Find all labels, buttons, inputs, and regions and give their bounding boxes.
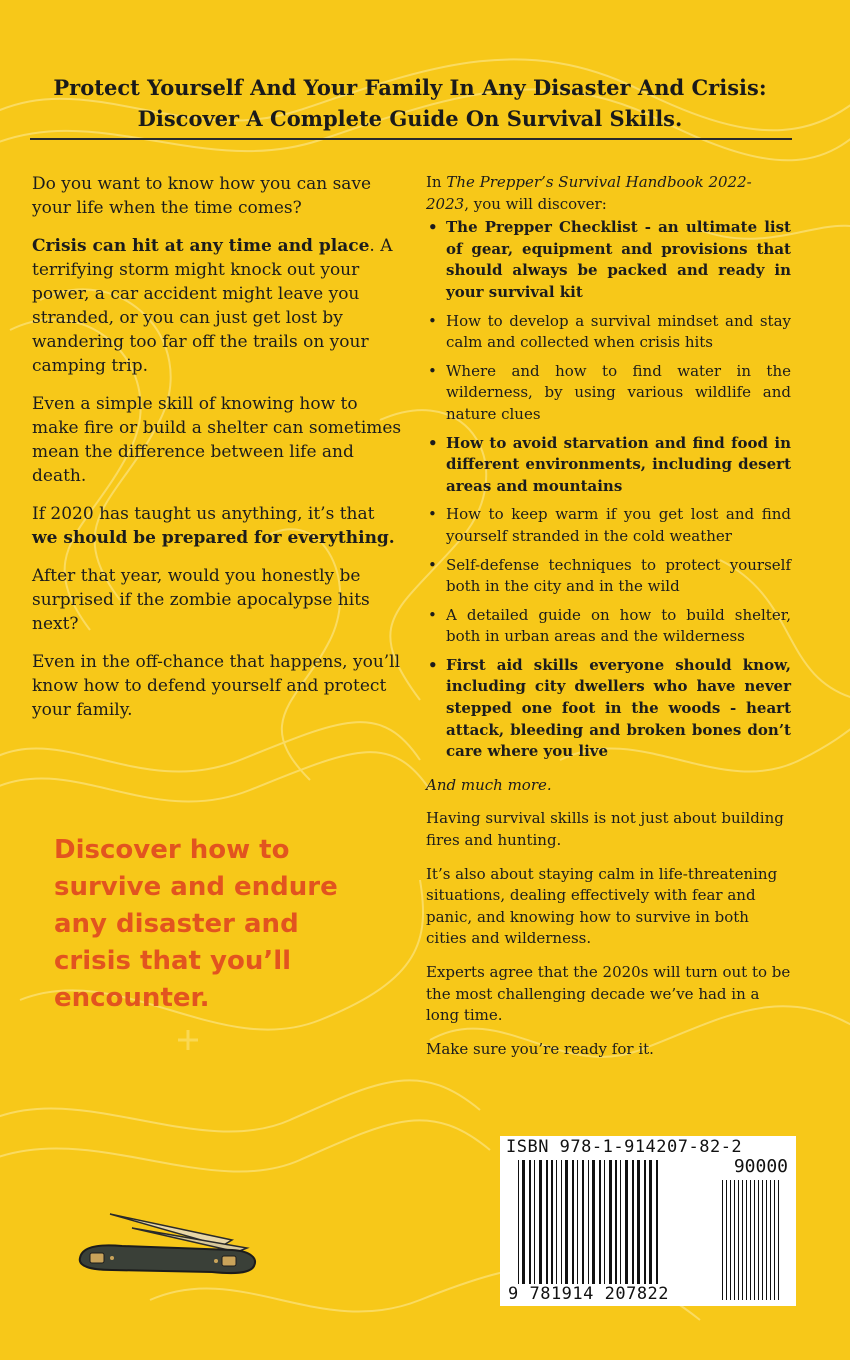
list-item: • Self-defense techniques to protect yourself both in the city and in the wild xyxy=(426,555,791,598)
callout-line-1: Discover how to xyxy=(54,835,290,865)
barcode-bar xyxy=(561,1160,562,1286)
list-item: • A detailed guide on how to build shelter, both in urban areas and the wilderness xyxy=(426,605,791,648)
barcode-bar xyxy=(522,1160,525,1286)
left-paragraph-5: After that year, would you honestly be surprised if the zombie apocalypse hits next? xyxy=(32,566,370,634)
and-much-more-text: And much more. xyxy=(426,775,552,794)
callout-line-4: crisis that you’ll xyxy=(54,946,292,976)
right-paragraph-3: Experts agree that the 2020s will turn out to be the most challenging decade we’ve had in a long time. xyxy=(426,963,791,1025)
isbn-barcode xyxy=(500,1136,796,1306)
and-much-more xyxy=(426,775,791,797)
price-barcode-bar xyxy=(730,1180,731,1300)
price-barcode-bar xyxy=(722,1180,723,1300)
barcode-bar xyxy=(656,1160,658,1286)
barcode-bar xyxy=(599,1160,601,1286)
barcode-digits: 9 781914 207822 xyxy=(508,1284,670,1304)
list-item: • How to keep warm if you get lost and find yourself stranded in the cold weather xyxy=(426,504,791,547)
barcode-bar xyxy=(539,1160,542,1286)
book-title: The Prepper’s Survival Handbook 2022-2023 xyxy=(426,173,752,213)
price-barcode-bar xyxy=(770,1180,771,1300)
left-paragraph-4 xyxy=(32,502,404,550)
isbn-label: ISBN 978-1-914207-82-2 xyxy=(506,1137,743,1157)
barcode-bar xyxy=(620,1160,621,1286)
barcode-bar xyxy=(588,1160,589,1286)
barcode-bar xyxy=(551,1160,553,1286)
left-paragraph-6: Even in the off-chance that happens, you’ll know how to defend yourself and protect your family. xyxy=(32,652,401,720)
right-paragraph-2: It’s also about staying calm in life-threatening situations, dealing effectively with fear and panic, and knowing how to survive in both cities and wilderness. xyxy=(426,864,778,948)
price-barcode-bar xyxy=(726,1180,727,1300)
price-barcode-bar xyxy=(758,1180,759,1300)
right-column xyxy=(426,172,791,1072)
headline xyxy=(30,72,790,134)
barcode-bar xyxy=(534,1160,535,1286)
right-intro-pre: In xyxy=(426,173,447,191)
feature-list xyxy=(426,217,791,763)
right-paragraph-1: Having survival skills is not just about building fires and hunting. xyxy=(426,809,784,850)
left-paragraph-3: Even a simple skill of knowing how to make fire or build a shelter can sometimes mean the difference between life and death. xyxy=(32,394,402,486)
barcode-bar xyxy=(518,1160,519,1286)
left-paragraph-2-text: . A terrifying storm might knock out your power, a car accident might leave you stranded, or you can just get lost by wandering too far off the trails on your camping trip. xyxy=(32,236,393,376)
barcode-bar xyxy=(644,1160,646,1286)
price-barcode-bar xyxy=(746,1180,747,1300)
list-item: • First aid skills everyone should know, including city dwellers who have never stepped one foot in the woods - heart attack, bleeding and broken bones don’t care where you live xyxy=(426,655,791,763)
barcode-bar xyxy=(609,1160,612,1286)
list-item: • Where and how to find water in the wilderness, by using various wildlife and nature clues xyxy=(426,361,791,426)
price-barcode-bar xyxy=(754,1180,755,1300)
barcode-bar xyxy=(529,1160,531,1286)
list-item: • The Prepper Checklist - an ultimate list of gear, equipment and provisions that should always be packed and ready in your survival kit xyxy=(426,217,791,303)
price-code: 90000 xyxy=(733,1156,788,1177)
left-paragraph-2-bold: Crisis can hit at any time and place xyxy=(32,236,370,256)
price-barcode-bar xyxy=(766,1180,767,1300)
right-paragraph-4: Make sure you’re ready for it. xyxy=(426,1039,654,1058)
barcode-bar xyxy=(556,1160,557,1286)
price-barcode-bar xyxy=(742,1180,743,1300)
barcode-bar xyxy=(582,1160,584,1286)
barcode-bar xyxy=(565,1160,568,1286)
price-barcode-bar xyxy=(774,1180,775,1300)
barcode-bar xyxy=(649,1160,652,1286)
list-item: • How to develop a survival mindset and stay calm and collected when crisis hits xyxy=(426,311,791,354)
barcode-bar xyxy=(615,1160,617,1286)
callout-line-3: any disaster and xyxy=(54,909,299,939)
barcode-bar xyxy=(632,1160,634,1286)
barcode-bar xyxy=(604,1160,605,1286)
price-barcode-bar xyxy=(734,1180,735,1300)
headline-line-1: Protect Yourself And Your Family In Any Disaster And Crisis: xyxy=(53,75,767,100)
left-paragraph-2 xyxy=(32,234,404,378)
left-column xyxy=(32,172,404,736)
price-barcode-bar xyxy=(738,1180,739,1300)
price-barcode-bar xyxy=(778,1180,779,1300)
barcode-bar xyxy=(546,1160,548,1286)
callout-line-5: encounter. xyxy=(54,983,210,1013)
left-paragraph-4-bold: we should be prepared for everything. xyxy=(32,528,395,548)
headline-line-2: Discover A Complete Guide On Survival Skills. xyxy=(137,106,683,131)
headline-divider xyxy=(30,138,792,140)
barcode-bar xyxy=(637,1160,640,1286)
price-barcode-bar xyxy=(762,1180,763,1300)
right-intro-post: , you will discover: xyxy=(464,194,607,213)
barcode-bar xyxy=(592,1160,595,1286)
pocket-knife-icon xyxy=(72,1206,262,1286)
left-paragraph-1: Do you want to know how you can save your life when the time comes? xyxy=(32,174,372,218)
callout xyxy=(54,832,374,1017)
left-paragraph-4-text: If 2020 has taught us anything, it’s that xyxy=(32,504,375,524)
barcode-bar xyxy=(625,1160,628,1286)
barcode-bar xyxy=(577,1160,578,1286)
callout-line-2: survive and endure xyxy=(54,872,338,902)
right-intro xyxy=(426,172,791,215)
price-barcode-bar xyxy=(750,1180,751,1300)
barcode-bar xyxy=(572,1160,574,1286)
list-item: • How to avoid starvation and find food in different environments, including desert areas and mountains xyxy=(426,433,791,498)
